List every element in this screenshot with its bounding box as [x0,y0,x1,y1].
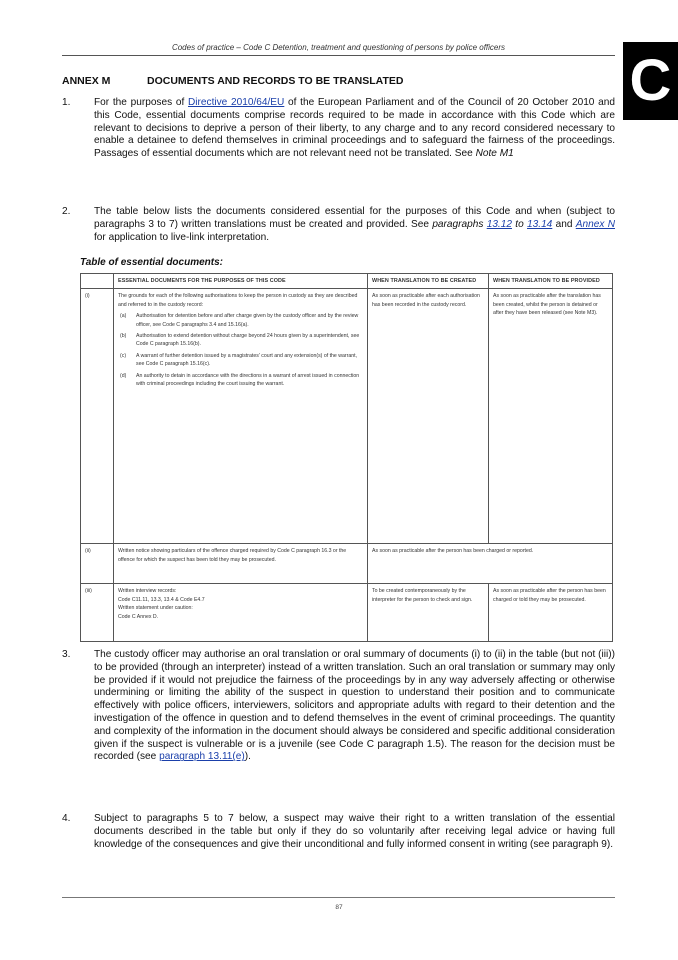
paragraph-body [94,649,615,764]
text: The custody officer may authorise an oral translation or oral summary of documents (i) to (ii) in the table (but not (iii)) to be provided (through an interpreter) instead of a written translation. Such an oral translation or summary may only be provided if it would not prejudice the fairness of the proceedings by in any way adversely affecting or otherwise undermining or limiting the ability of the suspect in question to understand their position and to communicate effectively with police officers, interviewers, solicitors and appropriate adults with regard to their detention and the investigation of the offence in question and to defend themselves in the event of criminal proceedings. The quantity and complexity of the information in the document should always be considered and specific additional consideration given if the suspect is vulnerable or is a juvenile (see Code C paragraph 1.5). The reason for the decision must be recorded (see [94,649,615,763]
text: to [511,218,528,230]
paragraph-link-13-12[interactable]: 13.12 [486,218,512,230]
row-line: Code C Annex D. [118,613,159,620]
text: ). [244,751,251,763]
row-when-provided: As soon as practicable after the person has been charged or told they may be prosecuted. [489,584,613,642]
subitem [118,332,363,349]
header-rule [62,55,615,56]
running-header: Codes of practice – Code C Detention, treatment and questioning of persons by police officers [171,43,506,52]
row-number: (iii) [81,584,114,642]
paragraph-1 [62,97,615,161]
text: of the European Parliament and of the Council of 20 October 2010 and this Code, essential documents comprise records required to be made in accordance with this Code which are relevant to decisions to deprive a person of their liberty, to any charge and to any record considered necessary to enable a detainee to defend themselves in criminal proceedings and to safeguard the fairness of the proceedings. Passages of essential documents which are not relevant need not be translated. See [94,97,615,160]
section-tab [623,42,678,120]
table-header-blank [81,274,114,289]
paragraph-2 [62,206,615,244]
paragraph-3 [62,649,615,764]
row-line: Written interview records: [118,588,177,595]
row-line: Written statement under caution: [118,605,193,612]
paragraph-body [94,206,615,244]
table-row [81,584,613,642]
text: For the purposes of [94,97,189,108]
essential-documents-table [80,273,613,642]
row-intro: The grounds for each of the following authorisations to keep the person in custody as they are described and referred to in the custody record: [118,293,358,308]
paragraph-4 [62,813,615,851]
row-when-merged: As soon as practicable after the person has been charged or reported. [368,544,613,584]
row-number: (i) [81,289,114,544]
paragraph-number: 4. [62,813,71,824]
text: paragraphs [432,218,487,230]
annex-n-link[interactable]: Annex N [575,218,616,230]
text: The table below lists the documents considered essential for the purposes of this Code and when (subject to paragraphs 3 to 7) written translations must be created and provided. See [94,206,615,230]
table-header-documents: ESSENTIAL DOCUMENTS FOR THE PURPOSES OF THIS CODE [114,274,368,289]
row-number: (ii) [81,544,114,584]
paragraph-13-11-link[interactable]: paragraph 13.11(e) [159,751,245,763]
row-line: Code C11.11, 13.3, 13.4 & Code E4.7 [118,596,205,603]
annex-code: ANNEX M [62,75,111,87]
section-tab-letter: C [629,48,672,113]
table-header-row [81,274,613,289]
row-when-created: As soon as practicable after each authorisation has been recorded in the custody record. [368,289,489,544]
paragraph-reference [432,219,512,230]
note-reference: Note M1 [475,148,514,160]
page-number: 87 [335,904,343,911]
paragraph-number: 2. [62,206,71,217]
subitem-label: (c) [120,352,127,359]
row-when-created: To be created contemporaneously by the interpreter for the person to check and sign. [368,584,489,642]
row-document [114,584,368,642]
table-title: Table of essential documents: [80,257,223,268]
text: for application to live-link interpretation. [94,231,270,243]
subitem-label: (b) [120,333,127,340]
annex-title: DOCUMENTS AND RECORDS TO BE TRANSLATED [147,75,404,87]
paragraph-body [94,97,615,161]
table-row [81,544,613,584]
paragraph-body: Subject to paragraphs 5 to 7 below, a suspect may waive their right to a written translation of the essential documents described in the table but only if they do so voluntarily after receiving legal advice or having full knowledge of the consequences and give their unconditional and fully informed consent in writing (see paragraph 9). [94,813,615,850]
row-document [114,289,368,544]
subitem-text: A warrant of further detention issued by a magistrates' court and any extension(s) of the warrant, see Code C paragraph 15.16(c). [136,352,357,368]
subitem [118,352,363,369]
subitem-label: (d) [120,372,127,379]
paragraph-number: 3. [62,649,71,660]
row-when-provided: As soon as practicable after the translation has been created, whilst the person is detained or after they have been released (see Note M3). [489,289,613,544]
table-row [81,289,613,544]
subitem [118,372,363,389]
subitem-text: Authorisation to extend detention without charge beyond 24 hours given by a superintendent, see Code C paragraph 15.16(b). [136,333,360,348]
table-header-when-provided: WHEN TRANSLATION TO BE PROVIDED [489,274,613,289]
row-document: Written notice showing particulars of the offence charged required by Code C paragraph 16.3 or the offence for which the suspect has been told they may be prosecuted. [114,544,368,584]
subitem-label: (a) [120,313,127,320]
paragraph-number: 1. [62,97,71,108]
footer-rule [62,897,615,898]
subitem-text: An authority to detain in accordance with the directions in a warrant of arrest issued in connection with criminal proceedings including the court issuing the warrant. [136,372,360,388]
annex-heading [62,75,403,87]
paragraph-link-13-14[interactable]: 13.14 [527,218,553,230]
text: and [552,218,576,230]
subitem-text: Authorisation for detention before and after charge given by the custody officer and by the review officer, see Code C paragraphs 3.4 and 15.16(a). [136,313,359,328]
directive-link[interactable]: Directive 2010/64/EU [188,97,285,108]
subitem [118,312,363,329]
table-header-when-created: WHEN TRANSLATION TO BE CREATED [368,274,489,289]
